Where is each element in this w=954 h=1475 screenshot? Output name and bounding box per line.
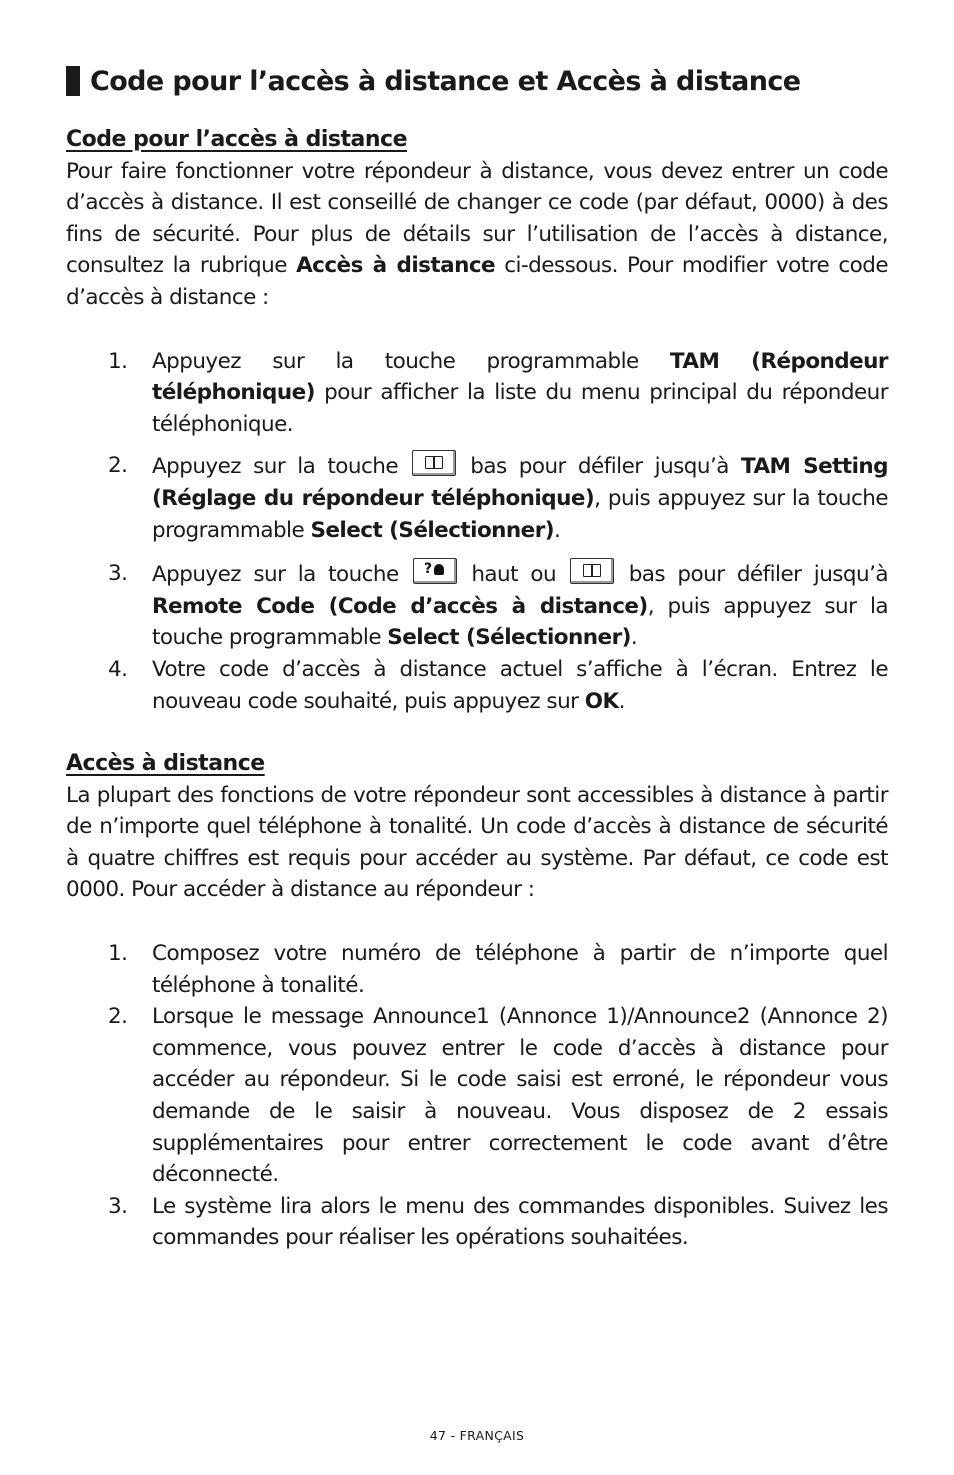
section-heading-remote-access: Accès à distance [66,751,265,777]
phonebook-key-icon [412,450,456,476]
list-item: 2. Lorsque le message Announce1 (Annonce 1)/Announce2 (Annonce 2) commence, vous pouvez entrer le code d’accès à distance pour accéder au répondeur. Si le code saisi est erroné, le répondeur vous demande de le saisir à nouveau. Vous disposez de 2 essais supplémentaires pour entrer correctement le code avant d’être déconnecté. [108,1004,888,1188]
remote-access-reference: Accès à distance [296,253,496,279]
list-item: 3. Le système lira alors le menu des commandes disponibles. Suivez les commandes pour réaliser les opérations souhaitées. [108,1193,888,1251]
remote-access-intro: La plupart des fonctions de votre répondeur sont accessibles à distance à partir de n’importe quel téléphone à tonalité. Un code d’accès à distance de sécurité à quatre chiffres est requis pour accéder au système. Par défaut, ce code est 0000. Pour accéder à distance au répondeur : [66,782,888,903]
manual-page [66,62,888,1254]
page-title [66,62,888,100]
remote-code-steps [66,346,888,718]
list-item: 2. Appuyez sur la touche bas pour défiler jusqu’à TAM Setting (Réglage du répondeur téléphonique), puis appuyez sur la touche programmable Select (Sélectionner). [66,450,888,546]
section-heading-remote-code: Code pour l’accès à distance [66,127,407,152]
callerid-key-icon [413,558,457,584]
remote-code-intro: Pour faire fonctionner votre répondeur à distance, vous devez entrer un code d’accès à distance. Il est conseillé de changer ce code (par défaut, 0000) à des fins de sécurité. Pour plus de détails sur l’utilisation de l’accès à distance, consultez la rubrique Accès à distance ci-dessous. Pour modifier votre code d’accès à distance : [66,158,888,310]
page-title-text: Code pour l’accès à distance et Accès à distance [90,65,801,97]
title-bullet-bar [66,66,80,96]
list-item: 4. Votre code d’accès à distance actuel s’affiche à l’écran. Entrez le nouveau code souhaité, puis appuyez sur OK. [108,656,888,714]
phonebook-key-icon [570,558,614,584]
list-item: 3. Appuyez sur la touche ? haut ou bas pour défiler jusqu’à Remote Code (Code d’accès à distance), puis appuyez sur la touche programmable Select (Sélectionner). [66,558,888,654]
remote-access-steps [66,938,888,1254]
list-item: 1. Composez votre numéro de téléphone à partir de n’importe quel téléphone à tonalité. [108,941,888,998]
list-item: 1. Appuyez sur la touche programmable TAM (Répondeur téléphonique) pour afficher la liste du menu principal du répondeur téléphonique. [108,348,888,437]
page-footer: 47 - FRANÇAIS [429,1428,525,1443]
